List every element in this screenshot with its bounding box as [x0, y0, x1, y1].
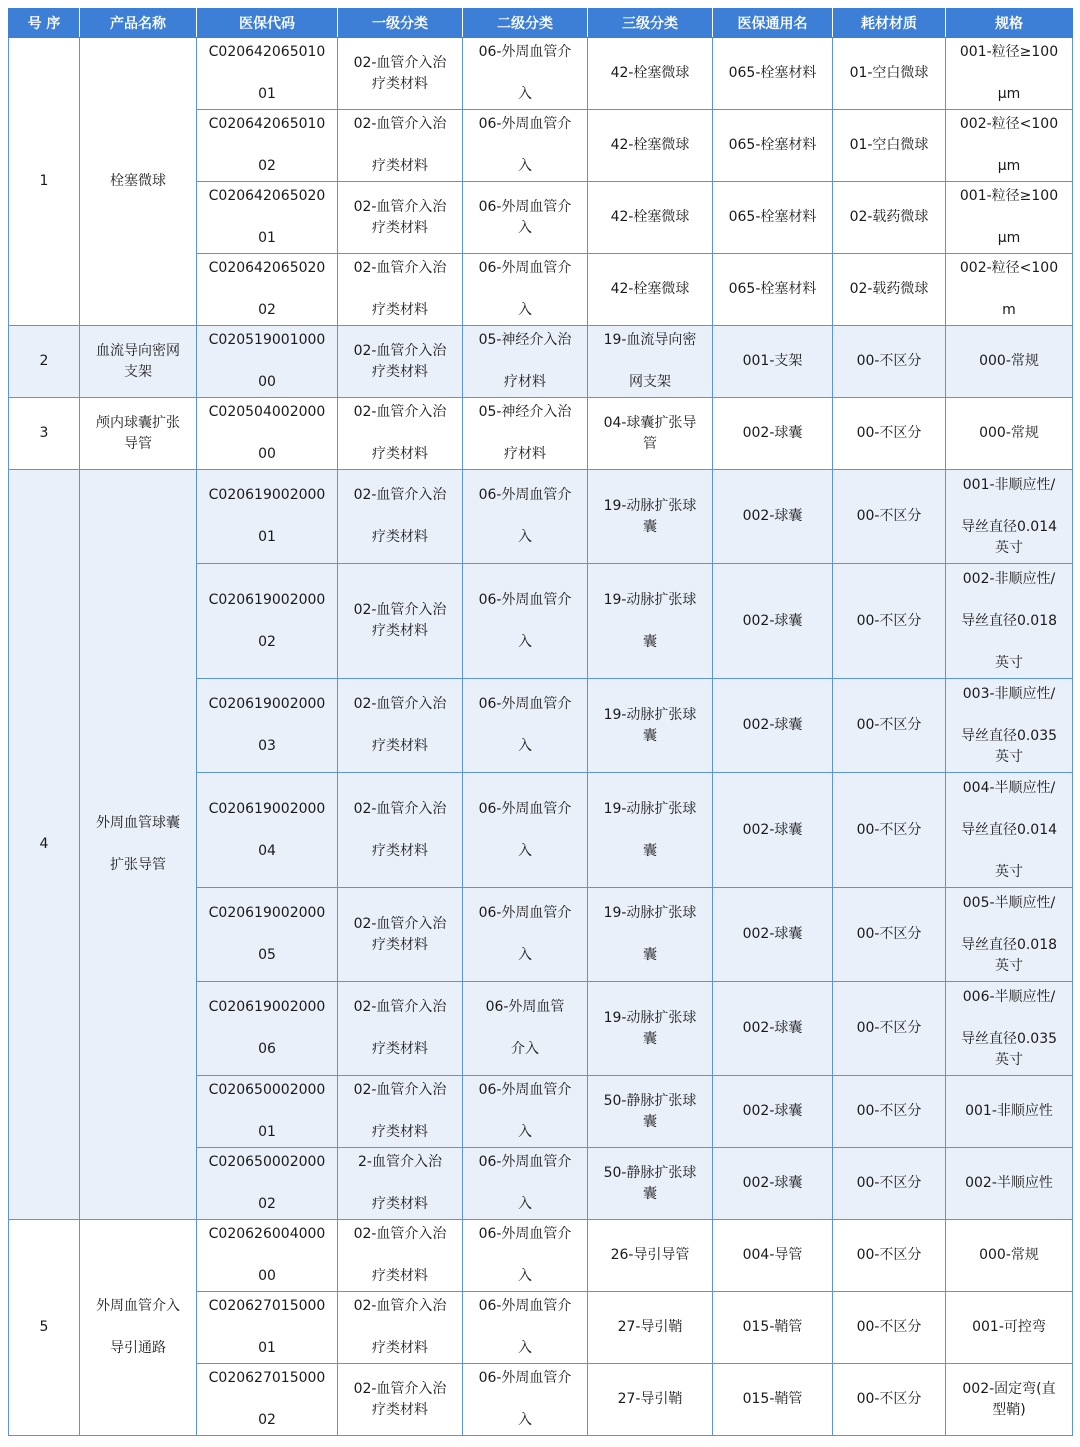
material-cell: 00-不区分: [833, 888, 946, 982]
spec-cell: 003-非顺应性/ 导丝直径0.035 英寸: [946, 679, 1073, 773]
code-cell: C020619002000 02: [197, 564, 338, 679]
level3-cell: 19-动脉扩张球 囊: [588, 564, 713, 679]
material-cell: 00-不区分: [833, 982, 946, 1076]
generic-name-cell: 065-栓塞材料: [713, 38, 833, 110]
code-cell: C020642065010 02: [197, 110, 338, 182]
material-cell: 00-不区分: [833, 1220, 946, 1292]
seq-cell: 2: [9, 326, 80, 398]
table-row: [9, 1220, 1073, 1292]
level2-cell: 06-外周血管介 入: [463, 1220, 588, 1292]
level1-cell: 02-血管介入治 疗类材料: [338, 470, 463, 564]
product-name-cell: 外周血管介入 导引通路: [80, 1220, 197, 1436]
level2-cell: 06-外周血管介 入: [463, 470, 588, 564]
level1-cell: 02-血管介入治 疗类材料: [338, 773, 463, 888]
level1-cell: 02-血管介入治 疗类材料: [338, 1292, 463, 1364]
level2-cell: 06-外周血管介 入: [463, 110, 588, 182]
header-generic-name: 医保通用名: [713, 9, 833, 38]
seq-cell: 5: [9, 1220, 80, 1436]
code-cell: C020619002000 03: [197, 679, 338, 773]
level2-cell: 06-外周血管介 入: [463, 888, 588, 982]
level3-cell: 27-导引鞘: [588, 1292, 713, 1364]
material-cell: 00-不区分: [833, 1292, 946, 1364]
level2-cell: 06-外周血管介 入: [463, 1364, 588, 1436]
header-specification: 规格: [946, 9, 1073, 38]
seq-cell: 1: [9, 38, 80, 326]
table-header-row: [9, 9, 1073, 38]
header-insurance-code: 医保代码: [197, 9, 338, 38]
level3-cell: 50-静脉扩张球 囊: [588, 1076, 713, 1148]
code-cell: C020642065020 01: [197, 182, 338, 254]
generic-name-cell: 002-球囊: [713, 564, 833, 679]
level3-cell: 19-血流导向密 网支架: [588, 326, 713, 398]
spec-cell: 002-固定弯(直 型鞘): [946, 1364, 1073, 1436]
level3-cell: 27-导引鞘: [588, 1364, 713, 1436]
level1-cell: 02-血管介入治 疗类材料: [338, 326, 463, 398]
spec-cell: 000-常规: [946, 398, 1073, 470]
spec-cell: 001-非顺应性: [946, 1076, 1073, 1148]
level3-cell: 42-栓塞微球: [588, 38, 713, 110]
level2-cell: 06-外周血管介 入: [463, 1076, 588, 1148]
level3-cell: 19-动脉扩张球 囊: [588, 888, 713, 982]
level2-cell: 06-外周血管介 入: [463, 182, 588, 254]
generic-name-cell: 015-鞘管: [713, 1364, 833, 1436]
material-cell: 02-载药微球: [833, 254, 946, 326]
spec-cell: 001-粒径≥100 μm: [946, 182, 1073, 254]
level2-cell: 06-外周血管介 入: [463, 564, 588, 679]
level1-cell: 02-血管介入治 疗类材料: [338, 398, 463, 470]
generic-name-cell: 002-球囊: [713, 1148, 833, 1220]
product-name-cell: 栓塞微球: [80, 38, 197, 326]
table-row: [9, 38, 1073, 110]
level3-cell: 42-栓塞微球: [588, 182, 713, 254]
generic-name-cell: 015-鞘管: [713, 1292, 833, 1364]
level3-cell: 19-动脉扩张球 囊: [588, 679, 713, 773]
material-cell: 02-载药微球: [833, 182, 946, 254]
spec-cell: 005-半顺应性/ 导丝直径0.018 英寸: [946, 888, 1073, 982]
level1-cell: 02-血管介入治 疗类材料: [338, 38, 463, 110]
code-cell: C020627015000 02: [197, 1364, 338, 1436]
level2-cell: 06-外周血管介 入: [463, 1148, 588, 1220]
level2-cell: 05-神经介入治 疗材料: [463, 326, 588, 398]
table-row: [9, 470, 1073, 564]
table-container: [8, 8, 1073, 1436]
level2-cell: 06-外周血管介 入: [463, 679, 588, 773]
material-cell: 01-空白微球: [833, 110, 946, 182]
code-cell: C020650002000 01: [197, 1076, 338, 1148]
level3-cell: 19-动脉扩张球 囊: [588, 773, 713, 888]
spec-cell: 001-粒径≥100 μm: [946, 38, 1073, 110]
level2-cell: 06-外周血管介 入: [463, 773, 588, 888]
material-cell: 01-空白微球: [833, 38, 946, 110]
generic-name-cell: 002-球囊: [713, 888, 833, 982]
header-seq: 号 序: [9, 9, 80, 38]
material-cell: 00-不区分: [833, 1364, 946, 1436]
table-body: [9, 38, 1073, 1436]
header-level2-category: 二级分类: [463, 9, 588, 38]
generic-name-cell: 002-球囊: [713, 773, 833, 888]
material-cell: 00-不区分: [833, 398, 946, 470]
generic-name-cell: 002-球囊: [713, 679, 833, 773]
code-cell: C020642065020 02: [197, 254, 338, 326]
level1-cell: 02-血管介入治 疗类材料: [338, 1364, 463, 1436]
material-cell: 00-不区分: [833, 1076, 946, 1148]
material-cell: 00-不区分: [833, 773, 946, 888]
material-cell: 00-不区分: [833, 1148, 946, 1220]
level1-cell: 2-血管介入治 疗类材料: [338, 1148, 463, 1220]
level1-cell: 02-血管介入治 疗类材料: [338, 564, 463, 679]
code-cell: C020619002000 06: [197, 982, 338, 1076]
generic-name-cell: 002-球囊: [713, 982, 833, 1076]
level2-cell: 06-外周血管介 入: [463, 254, 588, 326]
code-cell: C020619002000 01: [197, 470, 338, 564]
generic-name-cell: 004-导管: [713, 1220, 833, 1292]
code-cell: C020619002000 05: [197, 888, 338, 982]
level2-cell: 06-外周血管介 入: [463, 1292, 588, 1364]
medical-consumables-table: [8, 8, 1073, 1436]
code-cell: C020650002000 02: [197, 1148, 338, 1220]
level3-cell: 42-栓塞微球: [588, 110, 713, 182]
code-cell: C020642065010 01: [197, 38, 338, 110]
spec-cell: 002-粒径<100 μm: [946, 110, 1073, 182]
level1-cell: 02-血管介入治 疗类材料: [338, 1220, 463, 1292]
seq-cell: 4: [9, 470, 80, 1220]
level1-cell: 02-血管介入治 疗类材料: [338, 888, 463, 982]
spec-cell: 004-半顺应性/ 导丝直径0.014 英寸: [946, 773, 1073, 888]
level3-cell: 42-栓塞微球: [588, 254, 713, 326]
material-cell: 00-不区分: [833, 326, 946, 398]
code-cell: C020619002000 04: [197, 773, 338, 888]
code-cell: C020626004000 00: [197, 1220, 338, 1292]
level3-cell: 19-动脉扩张球 囊: [588, 470, 713, 564]
spec-cell: 000-常规: [946, 1220, 1073, 1292]
generic-name-cell: 065-栓塞材料: [713, 182, 833, 254]
level2-cell: 06-外周血管介 入: [463, 38, 588, 110]
material-cell: 00-不区分: [833, 564, 946, 679]
level1-cell: 02-血管介入治 疗类材料: [338, 182, 463, 254]
product-name-cell: 血流导向密网 支架: [80, 326, 197, 398]
level1-cell: 02-血管介入治 疗类材料: [338, 982, 463, 1076]
header-product-name: 产品名称: [80, 9, 197, 38]
header-material: 耗材材质: [833, 9, 946, 38]
header-level3-category: 三级分类: [588, 9, 713, 38]
spec-cell: 002-非顺应性/ 导丝直径0.018 英寸: [946, 564, 1073, 679]
generic-name-cell: 001-支架: [713, 326, 833, 398]
table-row: [9, 398, 1073, 470]
generic-name-cell: 065-栓塞材料: [713, 110, 833, 182]
level1-cell: 02-血管介入治 疗类材料: [338, 254, 463, 326]
product-name-cell: 颅内球囊扩张 导管: [80, 398, 197, 470]
level1-cell: 02-血管介入治 疗类材料: [338, 110, 463, 182]
spec-cell: 001-可控弯: [946, 1292, 1073, 1364]
level3-cell: 04-球囊扩张导 管: [588, 398, 713, 470]
spec-cell: 000-常规: [946, 326, 1073, 398]
generic-name-cell: 002-球囊: [713, 398, 833, 470]
level1-cell: 02-血管介入治 疗类材料: [338, 1076, 463, 1148]
level1-cell: 02-血管介入治 疗类材料: [338, 679, 463, 773]
spec-cell: 002-粒径<100 m: [946, 254, 1073, 326]
level3-cell: 26-导引导管: [588, 1220, 713, 1292]
material-cell: 00-不区分: [833, 679, 946, 773]
level3-cell: 19-动脉扩张球 囊: [588, 982, 713, 1076]
generic-name-cell: 065-栓塞材料: [713, 254, 833, 326]
generic-name-cell: 002-球囊: [713, 470, 833, 564]
seq-cell: 3: [9, 398, 80, 470]
table-row: [9, 326, 1073, 398]
material-cell: 00-不区分: [833, 470, 946, 564]
level2-cell: 06-外周血管 介入: [463, 982, 588, 1076]
spec-cell: 002-半顺应性: [946, 1148, 1073, 1220]
code-cell: C020519001000 00: [197, 326, 338, 398]
spec-cell: 006-半顺应性/ 导丝直径0.035 英寸: [946, 982, 1073, 1076]
spec-cell: 001-非顺应性/ 导丝直径0.014 英寸: [946, 470, 1073, 564]
header-level1-category: 一级分类: [338, 9, 463, 38]
level3-cell: 50-静脉扩张球 囊: [588, 1148, 713, 1220]
level2-cell: 05-神经介入治 疗材料: [463, 398, 588, 470]
code-cell: C020504002000 00: [197, 398, 338, 470]
generic-name-cell: 002-球囊: [713, 1076, 833, 1148]
product-name-cell: 外周血管球囊 扩张导管: [80, 470, 197, 1220]
code-cell: C020627015000 01: [197, 1292, 338, 1364]
